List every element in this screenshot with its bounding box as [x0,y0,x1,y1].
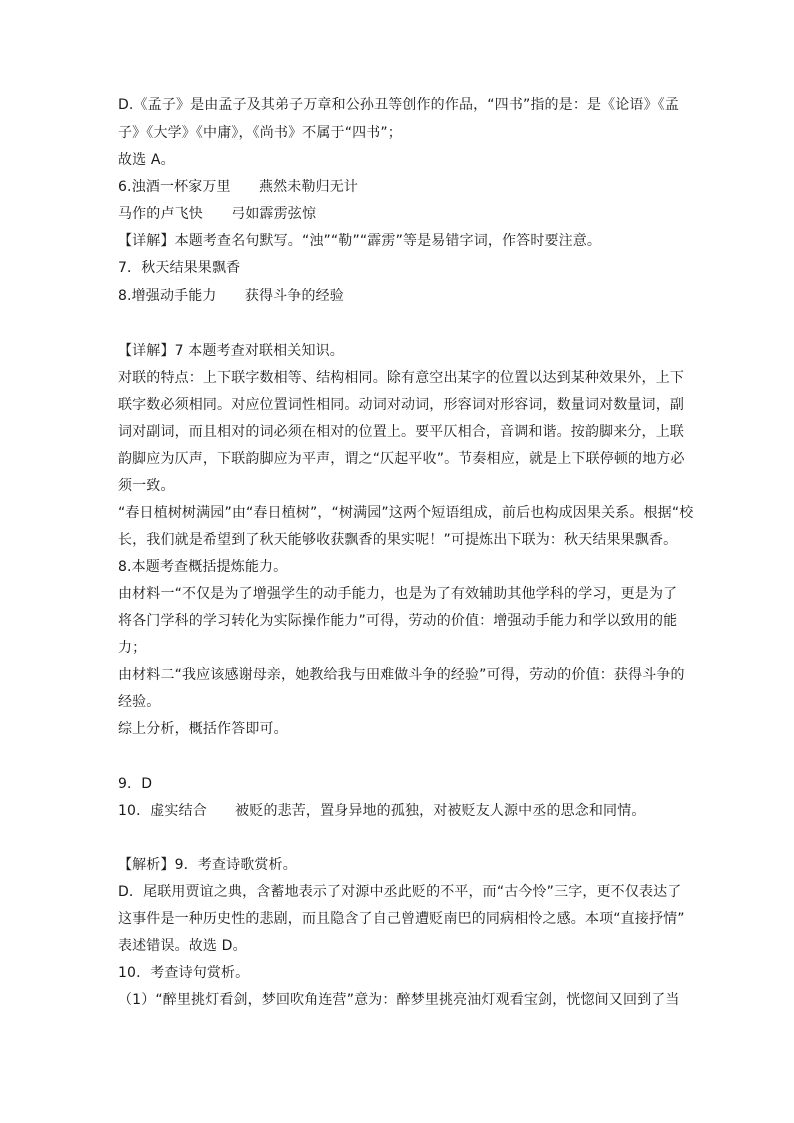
text-line: 10．考查诗句赏析。 [118,965,250,981]
text-line: 故选 A。 [118,152,175,168]
text-line: D.《孟子》是由孟子及其弟子万章和公孙丑等创作的作品，“四书”指的是：是《论语》《孟 [118,97,680,113]
text-line: 联字数必须相同。对应位置词性相同。动词对动词，形容词对形容词，数量词对数量词，副 [118,397,684,413]
text-line: 须一致。 [118,478,175,494]
text-line: 词对副词，而且相对的词必须在相对的位置上。要平仄相合，音调和谐。按韵脚来分，上联 [118,424,684,440]
text-line: 长，我们就是希望到了秋天能够收获飘香的果实呢！”可提炼出下联为：秋天结果果飘香。 [118,532,678,548]
text-line: 【解析】9．考查诗歌赏析。 [118,857,297,873]
text-line: 7．秋天结果果飘香 [118,260,241,276]
text-line: 将各门学科的学习转化为实际操作能力”可得，劳动的价值：增强动手能力和学以致用的能 [118,613,678,629]
text-line: 子》《大学》《中庸》，《尚书》不属于“四书”； [118,125,402,141]
text-line: “春日植树树满园”由“春日植树”，“树满园”这两个短语组成，前后也构成因果关系。根据“校 [118,505,694,521]
text-line: 【详解】7 本题考查对联相关知识。 [118,343,344,359]
text-line: 【详解】本题考查名句默写。“浊”“勒”“霹雳”等是易错字词，作答时要注意。 [118,233,602,249]
text-line: 由材料二“我应该感谢母亲，她教给我与田难做斗争的经验”可得，劳动的价值：获得斗争的 [118,667,685,683]
text-line: 韵脚应为仄声，下联韵脚应为平声，谓之“仄起平收”。节奏相应，就是上下联停顿的地方必 [118,451,685,467]
text-line: 8.增强动手能力 获得斗争的经验 [118,288,344,304]
text-line: 经验。 [118,694,161,710]
text-line: （1）“醉里挑灯看剑，梦回吹角连营”意为：醉梦里挑亮油灯观看宝剑，恍惚间又回到了当 [118,992,680,1008]
text-line: 6.浊酒一杯家万里 燕然未勒归无计 [118,179,359,195]
text-line: 10．虚实结合 被贬的悲苦，置身异地的孤独，对被贬友人源中丞的思念和同情。 [118,803,646,819]
text-line: 对联的特点：上下联字数相等、结构相同。除有意空出某字的位置以达到某种效果外，上下 [118,370,684,386]
text-line: 由材料一“不仅是为了增强学生的动手能力，也是为了有效辅助其他学科的学习，更是为了 [118,586,678,602]
text-line: 8.本题考查概括提炼能力。 [118,559,288,575]
text-line: 9．D [118,776,153,792]
text-line: 马作的卢飞快 弓如霹雳弦惊 [118,206,317,222]
text-line: 这事件是一种历史性的悲剧，而且隐含了自己曾遭贬南巴的同病相怜之感。本项“直接抒情” [118,911,685,927]
text-line: 力； [118,640,147,656]
text-line: 综上分析，概括作答即可。 [118,721,288,737]
text-line: 表述错误。故选 D。 [118,938,247,954]
text-line: D．尾联用贾谊之典，含蓄地表示了对源中丞此贬的不平，而“古今怜”三字，更不仅表达了 [118,884,682,900]
